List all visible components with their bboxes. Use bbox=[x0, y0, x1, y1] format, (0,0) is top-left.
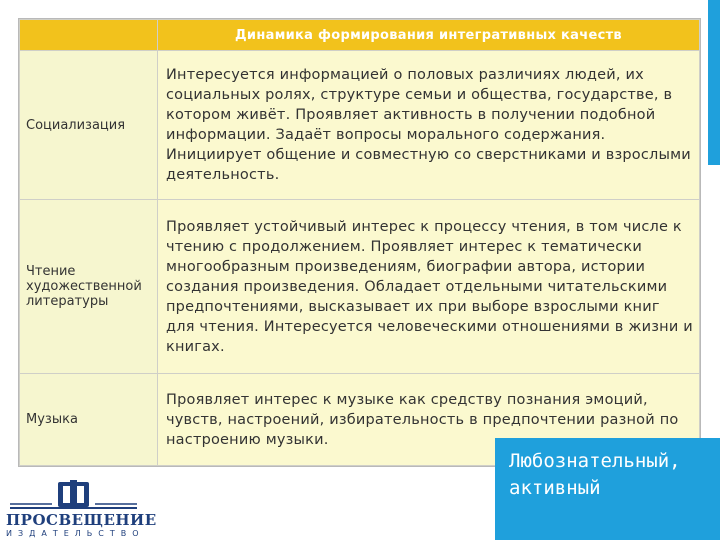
row-label-reading: Чтение художественной литературы bbox=[20, 200, 158, 374]
table-header-title: Динамика формирования интегративных качеств bbox=[158, 20, 700, 51]
table-row bbox=[20, 51, 700, 200]
badge-line-1: Любознательный, bbox=[509, 450, 681, 472]
qualities-table bbox=[18, 18, 701, 467]
table-row bbox=[20, 200, 700, 374]
row-description-socialization: Интересуется информацией о половых различиях людей, их социальных ролях, структуре семьи и общества, государстве, в котором живёт. Проявляет активность в получении подобной информации. Задаёт вопросы морального содержания. Инициирует общение и совместную со сверстниками и взрослыми деятельность. bbox=[158, 51, 700, 200]
decorative-blue-stripe bbox=[708, 0, 720, 165]
logo-emblem-icon bbox=[6, 478, 141, 512]
row-label-socialization: Социализация bbox=[20, 51, 158, 200]
quality-badge bbox=[495, 438, 720, 540]
logo-name: ПРОСВЕЩЕНИЕ bbox=[6, 511, 157, 529]
row-description-reading: Проявляет устойчивый интерес к процессу чтения, в том числе к чтению с продолжением. Проявляет интерес к тематически многообразным произведениям, биографии автора, истории создания произведения. Обладает отдельными читательскими предпочтениями, высказывает их при выборе взрослыми книг для чтения. Интересуется человеческими отношениями в жизни и книгах. bbox=[158, 200, 700, 374]
row-description-music: Проявляет интерес к музыке как средству познания эмоций, чувств, настроений, избирательность в предпочтении разной по настроению музыки. bbox=[158, 374, 700, 466]
logo-subtitle: ИЗДАТЕЛЬСТВО bbox=[6, 529, 145, 538]
header-empty-cell bbox=[20, 20, 158, 51]
table-header-row bbox=[20, 20, 700, 51]
row-label-music: Музыка bbox=[20, 374, 158, 466]
badge-text bbox=[509, 448, 714, 502]
prosveshchenie-logo bbox=[6, 478, 157, 538]
badge-line-2: активный bbox=[509, 477, 601, 499]
